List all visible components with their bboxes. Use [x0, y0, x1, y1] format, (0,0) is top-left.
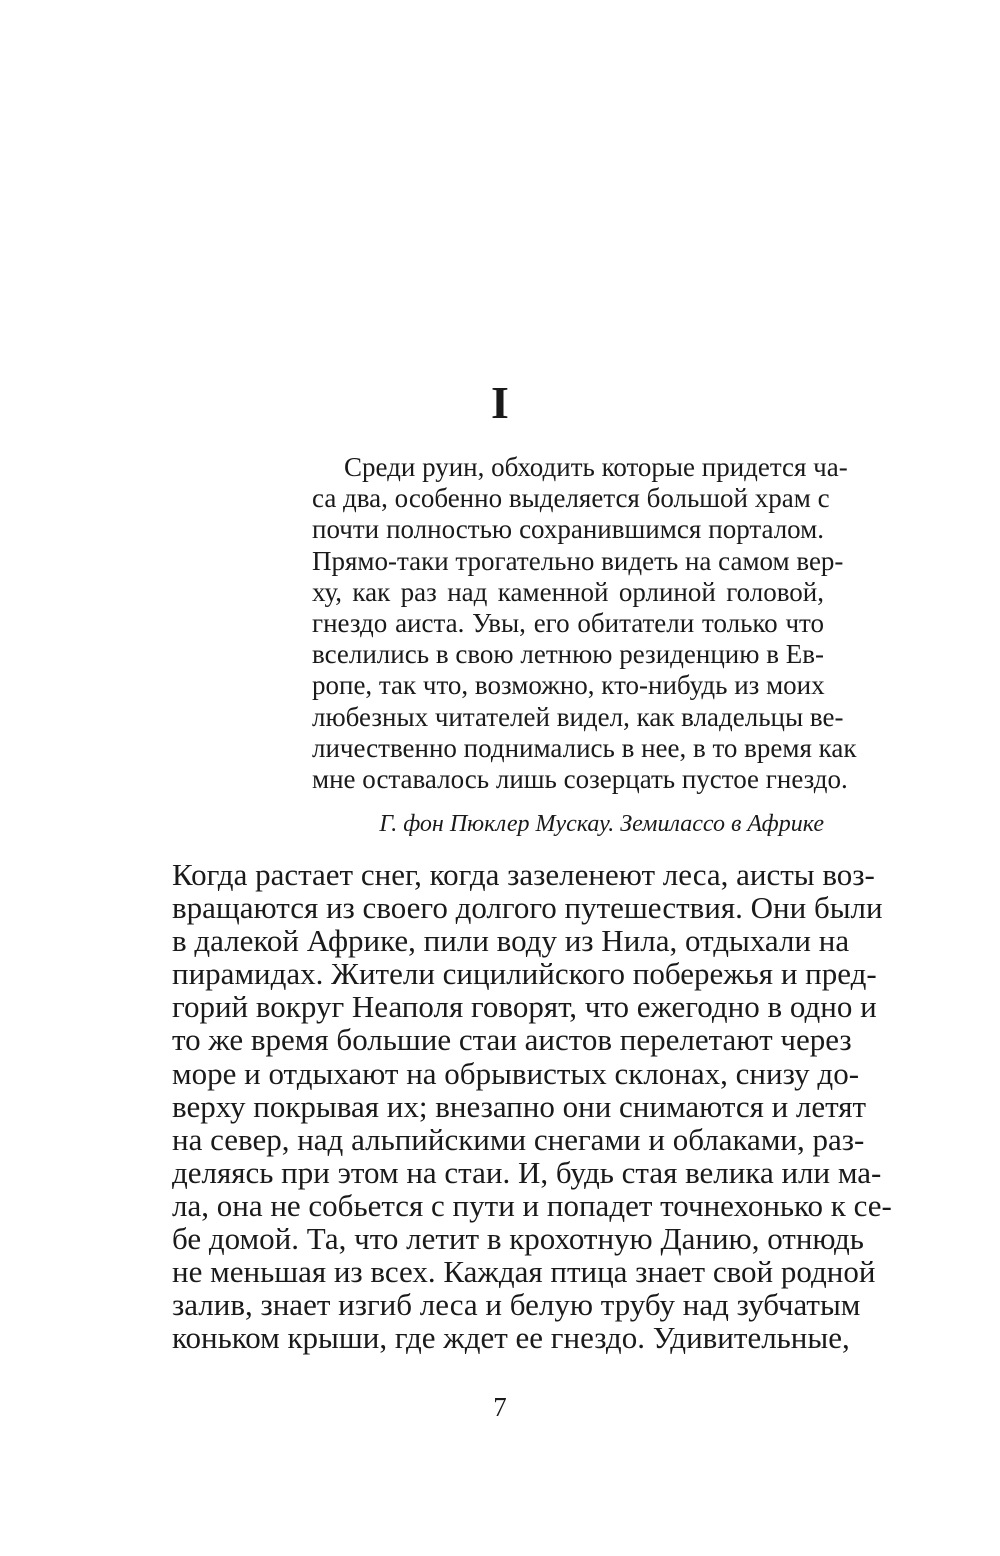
- epigraph-source: Г. фон Пюклер Мускау. Земилассо в Африке: [379, 811, 824, 838]
- body-line: ла, она не собьется с пути и попадет точнехонько к се-: [172, 1187, 892, 1223]
- body-line: море и отдыхают на обрывистых склонах, снизу до-: [172, 1055, 860, 1091]
- body-line: верху покрывая их; внезапно они снимаются и летят: [172, 1088, 867, 1124]
- body-line: залив, знает изгиб леса и белую трубу над зубчатым: [172, 1287, 861, 1323]
- epigraph-line: Прямо-таки трогательно видеть на самом вер-: [312, 545, 844, 576]
- page-number: 7: [493, 1392, 507, 1422]
- body-line: не меньшая из всех. Каждая птица знает свой родной: [172, 1254, 876, 1290]
- epigraph-line: гнездо аиста. Увы, его обитатели только что: [312, 607, 824, 638]
- epigraph-line: мне оставалось лишь созерцать пустое гнездо.: [312, 763, 848, 794]
- epigraph-line: почти полностью сохранившимся порталом.: [312, 514, 824, 545]
- epigraph-line: любезных читателей видел, как владельцы ве-: [312, 701, 844, 732]
- epigraph-line: Среди руин, обходить которые придется ча-: [344, 452, 848, 482]
- body-line: горий вокруг Неаполя говорят, что ежегодно в одно и: [172, 989, 877, 1025]
- body-line: коньком крыши, где ждет ее гнездо. Удивительные,: [172, 1320, 850, 1356]
- body-line: Когда растает снег, когда зазеленеют леса, аисты воз-: [172, 857, 875, 892]
- body-line: на север, над альпийскими снегами и облаками, раз-: [172, 1121, 865, 1157]
- body-line: то же время большие стаи аистов перелетают через: [172, 1022, 852, 1058]
- body-line: пирамидах. Жители сицилийского побережья и пред-: [172, 956, 877, 992]
- epigraph: [312, 452, 857, 839]
- epigraph-line: личественно поднимались в нее, в то время как: [312, 732, 857, 763]
- chapter-number: I: [491, 377, 509, 428]
- epigraph-line: са два, особенно выделяется большой храм с: [312, 483, 830, 514]
- body-line: деляясь при этом на стаи. И, будь стая велика или ма-: [172, 1154, 882, 1190]
- body-text: [172, 857, 892, 1356]
- epigraph-line: вселились в свою летнюю резиденцию в Ев-: [312, 639, 824, 670]
- body-line: бе домой. Та, что летит в крохотную Данию, отнюдь: [172, 1221, 864, 1257]
- body-line: вращаются из своего долгого путешествия. Они были: [172, 890, 883, 926]
- epigraph-line: ропе, так что, возможно, кто-нибудь из моих: [312, 670, 825, 701]
- body-line: в далекой Африке, пили воду из Нила, отдыхали на: [172, 923, 850, 959]
- epigraph-line: ху, как раз над каменной орлиной головой,: [312, 576, 824, 607]
